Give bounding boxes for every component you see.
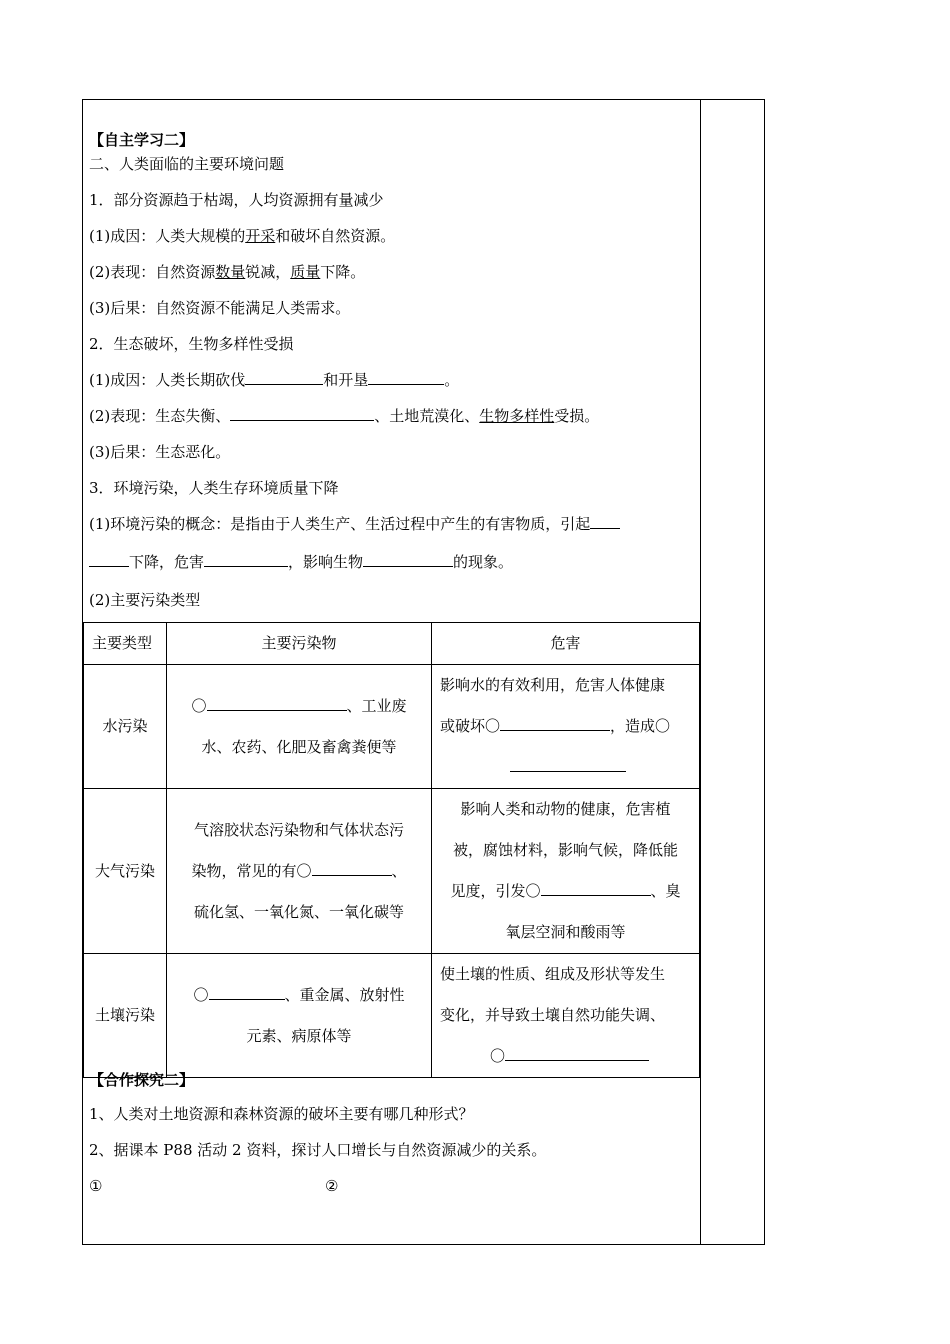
text: 使土壤的性质、组成及形状等发生: [440, 965, 666, 983]
coop2-heading: 【合作探究二】: [89, 1071, 195, 1089]
table-row: [84, 954, 700, 1078]
fill-blank[interactable]: [89, 552, 129, 567]
text: 见度，引发〇: [450, 882, 541, 900]
header-type: 主要类型: [84, 623, 167, 665]
row-pollutant: [167, 789, 432, 954]
point-3-definition-cont: [89, 552, 513, 572]
text: (1)成因：人类大规模的: [89, 227, 246, 245]
point-2-manifest: [89, 406, 599, 426]
point-3: 3．环境污染，人类生存环境质量下降: [89, 479, 339, 497]
row-harm: [432, 954, 700, 1078]
fill-blank[interactable]: [500, 716, 610, 731]
text: 染物，常见的有〇: [191, 861, 312, 880]
question-2: 2、据课本 P88 活动 2 资料，探讨人口增长与自然资源减少的关系。: [89, 1141, 547, 1159]
fill-blank[interactable]: [245, 370, 323, 385]
header-harm: 危害: [432, 623, 700, 665]
text: (2)表现：生态失衡、: [89, 407, 231, 425]
text: (1)环境污染的概念：是指由于人类生产、生活过程中产生的有害物质，引起: [89, 515, 591, 533]
underlined-term: 数量: [215, 263, 246, 281]
text: 和破坏自然资源。: [275, 227, 396, 245]
text: 、: [391, 861, 407, 880]
text: 影响水的有效利用，危害人体健康: [440, 676, 666, 694]
row-pollutant: [167, 954, 432, 1078]
worksheet-frame: [82, 99, 765, 1245]
table-row: [84, 665, 700, 789]
text: 〇: [193, 985, 209, 1004]
text: (1)成因：人类长期砍伐: [89, 371, 246, 389]
fill-blank[interactable]: [505, 1046, 649, 1061]
text: 锐减，: [245, 263, 291, 281]
text: 或破坏〇: [440, 717, 501, 735]
point-1: 1．部分资源趋于枯竭，人均资源拥有量减少: [89, 191, 384, 209]
fill-blank[interactable]: [541, 881, 651, 896]
fill-blank[interactable]: [209, 985, 285, 1000]
text: 和开垦: [323, 371, 369, 389]
row-harm: [432, 789, 700, 954]
text: 硫化氢、一氧化氮、一氧化碳等: [193, 902, 404, 921]
point-1-cause: [89, 226, 395, 246]
fill-blank[interactable]: [590, 514, 620, 529]
study2-heading: 【自主学习二】: [89, 131, 195, 149]
text: 气溶胶状态污染物和气体状态污: [193, 820, 404, 839]
pollution-table: [83, 622, 700, 1078]
text: 〇: [490, 1047, 506, 1065]
text: 影响人类和动物的健康，危害植: [460, 800, 671, 818]
text: ，影响生物: [288, 553, 364, 571]
text: 元素、病原体等: [246, 1026, 352, 1045]
fill-blank[interactable]: [312, 861, 392, 876]
underlined-term: 开采: [245, 227, 276, 245]
text: 变化，并导致土壤自然功能失调、: [440, 1006, 666, 1024]
text: 、臭: [650, 882, 681, 900]
point-3-definition: [89, 514, 620, 534]
row-type: 水污染: [84, 665, 167, 789]
text: 氧层空洞和酸雨等: [505, 923, 626, 941]
text: 受损。: [554, 407, 600, 425]
fill-blank[interactable]: [204, 552, 288, 567]
text: 下降，危害: [129, 553, 205, 571]
text: 下降。: [320, 263, 366, 281]
fill-blank[interactable]: [207, 696, 347, 711]
fill-blank[interactable]: [363, 552, 453, 567]
answer-marker-1: ①: [89, 1177, 103, 1195]
margin-column-divider: [700, 100, 701, 1244]
table-header-row: [84, 623, 700, 665]
point-2-cause: [89, 370, 459, 390]
text: 〇: [191, 696, 207, 715]
row-harm: [432, 665, 700, 789]
text: (2)表现：自然资源: [89, 263, 216, 281]
answer-marker-2: ②: [325, 1177, 339, 1195]
point-1-manifest: [89, 262, 365, 282]
row-type: 土壤污染: [84, 954, 167, 1078]
underlined-term: 质量: [290, 263, 321, 281]
text: 、土地荒漠化、: [374, 407, 480, 425]
text: ，造成〇: [610, 717, 671, 735]
point-2: 2．生态破坏，生物多样性受损: [89, 335, 294, 353]
table-row: [84, 789, 700, 954]
text: 、工业废: [346, 696, 407, 715]
header-pollutant: 主要污染物: [167, 623, 432, 665]
text: 、重金属、放射性: [284, 985, 405, 1004]
row-pollutant: [167, 665, 432, 789]
text: 水、农药、化肥及畜禽粪便等: [201, 737, 397, 756]
text: 被，腐蚀材料，影响气候，降低能: [452, 841, 678, 859]
row-type: 大气污染: [84, 789, 167, 954]
underlined-term: 生物多样性: [479, 407, 555, 425]
question-1: 1、人类对土地资源和森林资源的破坏主要有哪几种形式？: [89, 1105, 474, 1123]
point-2-consequence: (3)后果：生态恶化。: [89, 443, 231, 461]
point-3-types: (2)主要污染类型: [89, 591, 201, 609]
text: 。: [444, 371, 460, 389]
study2-title: 二、人类面临的主要环境问题: [89, 155, 285, 173]
point-1-consequence: (3)后果：自然资源不能满足人类需求。: [89, 299, 351, 317]
fill-blank[interactable]: [510, 757, 626, 772]
fill-blank[interactable]: [230, 406, 374, 421]
fill-blank[interactable]: [368, 370, 444, 385]
text: 的现象。: [453, 553, 514, 571]
